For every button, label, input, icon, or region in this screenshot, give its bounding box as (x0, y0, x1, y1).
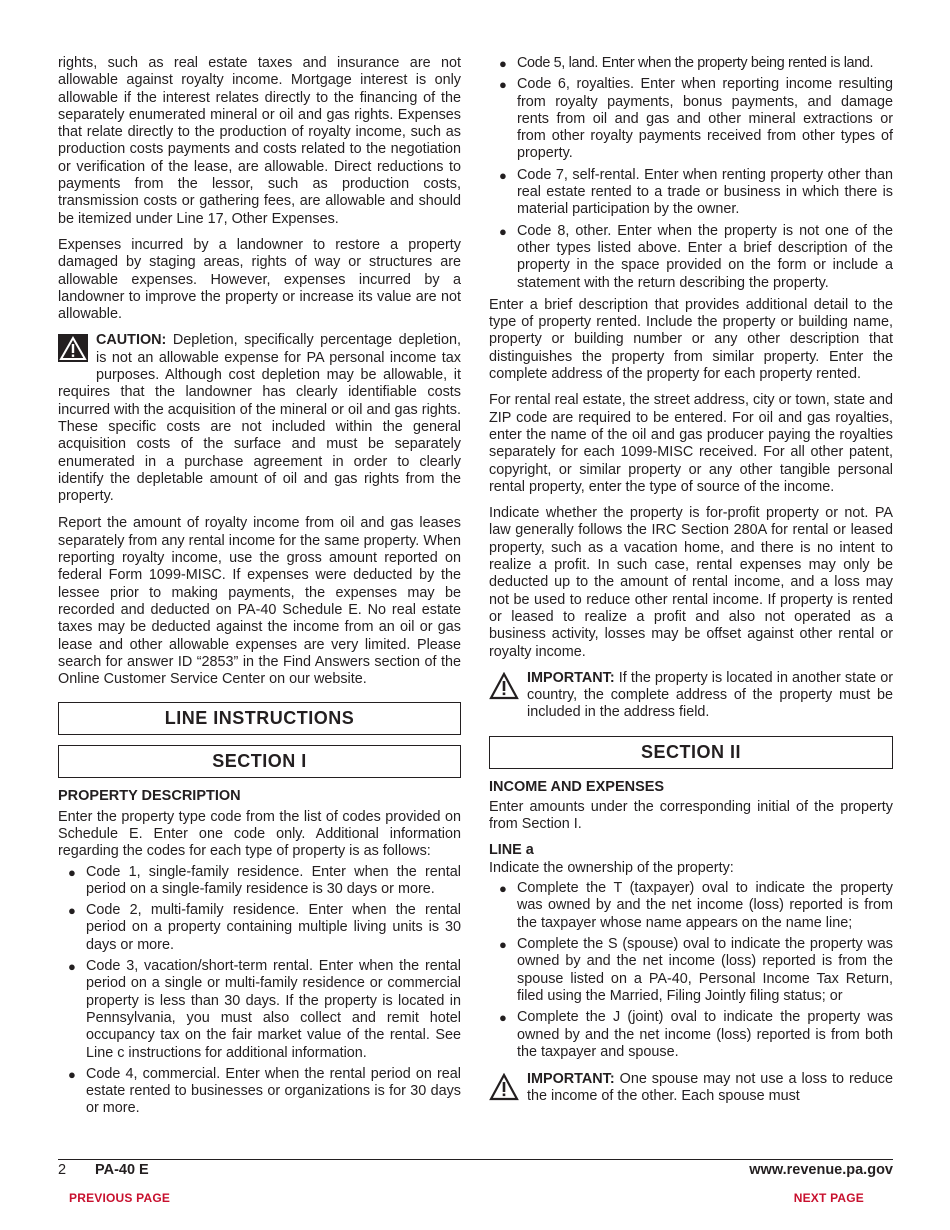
paragraph-property-type-code: Enter the property type code from the list of codes provided on Schedule E. Enter one code only. Additional information regarding the codes for each type of property is as follows: (58, 808, 461, 860)
paragraph-ownership: Indicate the ownership of the property: (489, 859, 734, 876)
previous-page-link[interactable]: PREVIOUS PAGE (69, 1191, 171, 1205)
paragraph-restoration-expenses: Expenses incurred by a landowner to restore a property damaged by staging areas, rights of way or structures are allowable expenses. However, expenses incurred by a landowner to improve the property or increase its value are not allowable. (58, 236, 461, 323)
next-page-link[interactable]: NEXT PAGE (793, 1191, 864, 1205)
important-label: IMPORTANT: (527, 1071, 615, 1088)
bullet-icon: ● (499, 881, 507, 897)
list-item: ● Complete the J (joint) oval to indicate the property was owned by and the net income (loss) reported is from both the taxpayer and spouse. (499, 1009, 893, 1060)
warning-icon (489, 672, 519, 705)
section-ii-heading: SECTION II (489, 736, 893, 769)
paragraph-report-royalty: Report the amount of royalty income from oil and gas leases separately from any rental income for the same property. When reporting royalty income, use the gross amount reported on federal Form 1099-MISC. If expenses were deducted by the lessee prior to making payments, the expenses may be recorded and deducted on PA-40 Schedule E. No real estate taxes may be deducted against the income from an oil or gas lease and other allowable expenses are very limited. Please search for answer ID “2853” in the Find Answers section of the Online Customer Service Center on our website. (58, 515, 461, 688)
important-text: One spouse may not use a loss to reduce the income of the other. Each spouse must (527, 1071, 893, 1105)
list-item: ● Code 4, commercial. Enter when the rental period on real estate rented to businesses or organizations is for 30 days or more. (68, 1065, 461, 1117)
form-name: PA-40 E (95, 1162, 149, 1178)
list-item: ● Code 3, vacation/short-term rental. Enter when the rental period on a single or multi-family residence or commercial property is less than 30 days. If the property is located in Pennsylvania, you must also collect and remit hotel occupancy tax on the fair market value of the rental. See Line c instructions for additional information. (68, 958, 461, 1061)
left-column (58, 55, 461, 1122)
income-expenses-heading: INCOME AND EXPENSES (489, 778, 665, 795)
bullet-icon: ● (499, 167, 507, 183)
list-item: ● Code 7, self-rental. Enter when renting property other than real estate rented to a trade or business in which there is material participation by the owner. (499, 166, 893, 218)
list-item: ● Code 1, single-family residence. Enter when the rental period on a single-family residence is 30 days or more. (68, 863, 461, 897)
important-text: If the property is located in another state or country, the complete address of the property must be included in the address field. (527, 669, 893, 721)
section-i-heading: SECTION I (58, 745, 461, 778)
bullet-icon: ● (68, 864, 76, 880)
caution-notice (58, 332, 461, 505)
line-a-heading: LINE a (489, 841, 534, 858)
important-label: IMPORTANT: (527, 669, 615, 686)
page-number: 2 (58, 1162, 67, 1178)
bullet-icon: ● (499, 1010, 507, 1026)
line-instructions-heading: LINE INSTRUCTIONS (58, 702, 461, 735)
paragraph-for-profit: Indicate whether the property is for-profit property or not. PA law generally follows the IRC Section 280A for rental or leased property, such as a vacation home, and there is no intent to realize a profit. In such case, rental expenses may only be deducted up to the amount of rental income, and a loss may not be used to reduce other rental income. If property is rented or leased to realize a profit and also not operated as a business activity, losses may be offset against other rental or royalty income. (489, 505, 893, 660)
list-item: ● Code 5, land. Enter when the property being rented is land. (499, 55, 874, 71)
list-item: ● Code 8, other. Enter when the property is not one of the other types listed above. Enter a brief description of the property in the space provided on the form or include a statement with the return describing the property. (499, 222, 893, 291)
property-description-heading: PROPERTY DESCRIPTION (58, 788, 241, 805)
right-column (489, 55, 893, 1116)
ownership-list (499, 880, 893, 1061)
bullet-icon: ● (499, 223, 507, 239)
list-item: ● Complete the S (spouse) oval to indicate the property was owned by and the net income (loss) reported is from the spouse listed on a PA-40, Personal Income Tax Return, filed using the Married, Filing Jointly filing status; or (499, 936, 893, 1004)
list-item: ● Complete the T (taxpayer) oval to indicate the property was owned by and the net income (loss) reported is from the taxpayer whose name appears on the name line; (499, 880, 893, 931)
bullet-icon: ● (499, 56, 507, 71)
caution-label: CAUTION: (96, 332, 167, 349)
property-code-list-continued (499, 55, 893, 292)
warning-icon (489, 1073, 519, 1106)
paragraph-brief-description: Enter a brief description that provides additional detail to the type of property rented. Include the property or building name, property or building number or any other description that distinguishes the property from similar property. Enter the complete address of the property for each property rented. (489, 296, 893, 383)
caution-icon (58, 334, 88, 367)
bullet-icon: ● (499, 77, 507, 93)
paragraph-rental-address: For rental real estate, the street address, city or town, state and ZIP code are required to be entered. For oil and gas royalties, enter the name of the oil and gas producer paying the royalties separately for each 1099-MISC received. For all other patent, copyright, or similar property or any other tangible personal rental property, enter the type of source of the income. (489, 392, 893, 495)
bullet-icon: ● (499, 937, 507, 953)
bullet-icon: ● (68, 959, 76, 975)
bullet-icon: ● (68, 903, 76, 919)
paragraph-royalty-expenses: rights, such as real estate taxes and insurance are not allowable against royalty income. Mortgage interest is only allowable if the interest relates directly to the financing of the separately enumerated mineral or oil and gas rights. Expenses that relate directly to the production of royalty income, such as production costs payments and costs related to the negotiation or verification of the lease, are allowable. Direct reductions to payments from the lessor, such as production costs, transmission costs or gathering fees, are allowable and should be itemized under Line 17, Other Expenses. (58, 55, 461, 227)
caution-text: Depletion, specifically percentage depletion, is not an allowable expense for PA personal income tax purposes. Although cost depletion may be allowable, it requires that the landowner has clearly identifiable costs incurred with the acquisition of the mineral or oil and gas rights. These specific costs are not included within the general acquisition costs of the surface and must be separately enumerated in a purchase agreement in order to clearly identify the depletable amount of oil and gas rights from the property. (58, 332, 461, 505)
list-item: ● Code 6, royalties. Enter when reporting income resulting from royalty payments, bonus payments, and damage rents from oil and gas and other mineral extractions or from other royalty payments received from other types of property. (499, 76, 893, 162)
bullet-icon: ● (68, 1066, 76, 1082)
important-notice-spouse (489, 1071, 893, 1106)
important-notice-address (489, 670, 893, 722)
list-item: ● Code 2, multi-family residence. Enter when the rental period on a property containing multiple living units is 30 days or more. (68, 902, 461, 953)
property-code-list (68, 864, 461, 1118)
paragraph-enter-amounts: Enter amounts under the corresponding initial of the property from Section I. (489, 798, 893, 833)
footer-divider (58, 1159, 893, 1160)
website-link[interactable]: www.revenue.pa.gov (749, 1162, 893, 1178)
